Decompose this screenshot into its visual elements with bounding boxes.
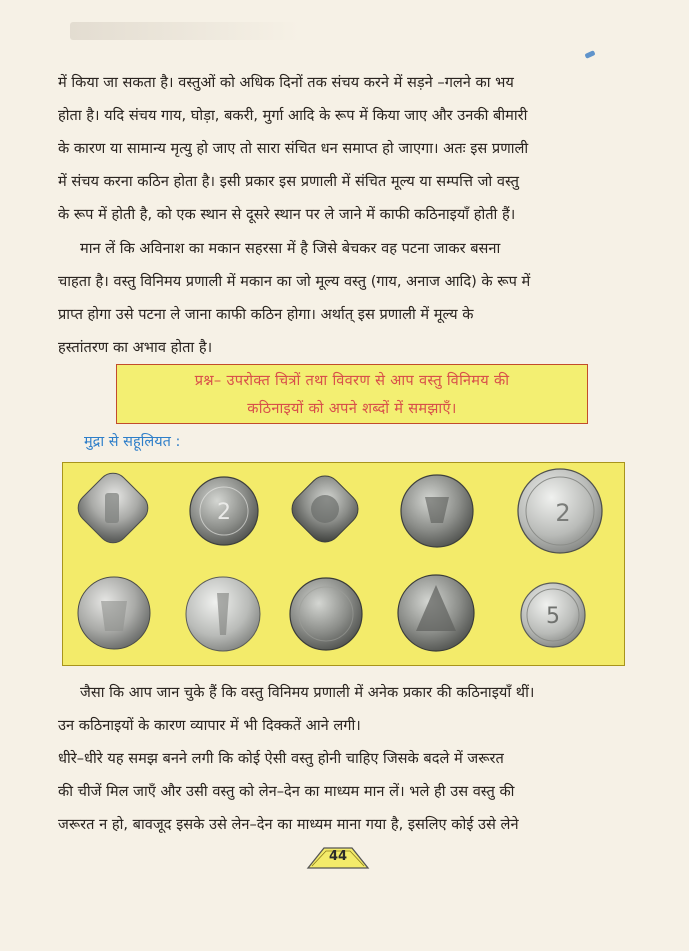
paragraph-barter-difficulties — [58, 676, 630, 742]
text-line: के कारण या सामान्य मृत्यु हो जाए तो सारा संचित धन समाप्त हो जाएगा। अतः इस प्रणाली — [58, 140, 529, 157]
page-number: 44 — [328, 849, 348, 864]
text-line: चाहता है। वस्तु विनिमय प्रणाली में मकान का जो मूल्य वस्तु (गाय, अनाज आदि) के रूप में — [58, 273, 531, 290]
text-line: में संचय करना कठिन होता है। इसी प्रकार इस प्रणाली में संचित मूल्य या सम्पत्ति जो वस्तु — [58, 173, 519, 190]
question-line: प्रश्न– उपरोक्त चित्रों तथा विवरण से आप वस्तु विनिमय की — [194, 372, 510, 389]
page-number-badge — [306, 844, 370, 872]
text-line: धीरे–धीरे यह समझ बनने लगी कि कोई ऐसी वस्तु होनी चाहिए जिसके बदले में जरूरत — [58, 750, 504, 767]
section-subheading: मुद्रा से सहूलियत : — [84, 434, 181, 450]
coin-round-dark — [290, 578, 362, 650]
ink-mark — [584, 50, 595, 59]
svg-text:2: 2 — [555, 499, 571, 527]
coin-large-round — [518, 469, 602, 553]
coins-illustration — [63, 463, 624, 665]
paragraph-medium-of-exchange — [58, 742, 630, 841]
text-line: के रूप में होती है, को एक स्थान से दूसरे स्थान पर ले जाने में काफी कठिनाइयाँ होती हैं। — [58, 206, 516, 223]
text-line: हस्तांतरण का अभाव होता है। — [58, 339, 213, 356]
svg-text:2: 2 — [217, 500, 231, 525]
coin-round-small — [186, 577, 260, 651]
text-line: मान लें कि अविनाश का मकान सहरसा में है जिसे बेचकर वह पटना जाकर बसना — [80, 240, 501, 257]
text-line: जैसा कि आप जान चुके हैं कि वस्तु विनिमय प्रणाली में अनेक प्रकार की कठिनाइयाँ थीं। — [80, 684, 535, 701]
coin-round-grain — [398, 575, 474, 651]
coin-square-1 — [72, 467, 154, 549]
question-box — [116, 364, 588, 424]
text-line: में किया जा सकता है। वस्तुओं को अधिक दिनों तक संचय करने में सड़ने –गलने का भय — [58, 74, 514, 91]
text-line: होता है। यदि संचय गाय, घोड़ा, बकरी, मुर्गा आदि के रूप में किया जाए और उनकी बीमारी — [58, 107, 528, 124]
svg-text:5: 5 — [546, 604, 560, 629]
coin-scalloped-4 — [78, 577, 150, 649]
coins-image — [62, 462, 625, 666]
coin-scalloped-3 — [401, 475, 473, 547]
text-line: जरूरत न हो, बावजूद इसके उसे लेन–देन का माध्यम माना गया है, इसलिए कोई उसे लेने — [58, 816, 519, 833]
coin-five-rupee — [521, 583, 585, 647]
coin-scalloped-2 — [190, 477, 258, 545]
paragraph-avinash-example — [58, 232, 630, 364]
question-line: कठिनाइयों को अपने शब्दों में समझाएँ। — [247, 400, 457, 417]
text-line: प्राप्त होगा उसे पटना ले जाना काफी कठिन होगा। अर्थात् इस प्रणाली में मूल्य के — [58, 306, 474, 323]
paragraph-storage-difficulty — [58, 66, 630, 231]
text-line: उन कठिनाइयों के कारण व्यापार में भी दिक्कतें आने लगी। — [58, 717, 361, 734]
coin-square-2 — [285, 469, 364, 548]
text-line: की चीजें मिल जाएँ और उसी वस्तु को लेन–देन का माध्यम मान लें। भले ही उस वस्तु की — [58, 783, 515, 800]
faded-header-text — [70, 22, 300, 40]
